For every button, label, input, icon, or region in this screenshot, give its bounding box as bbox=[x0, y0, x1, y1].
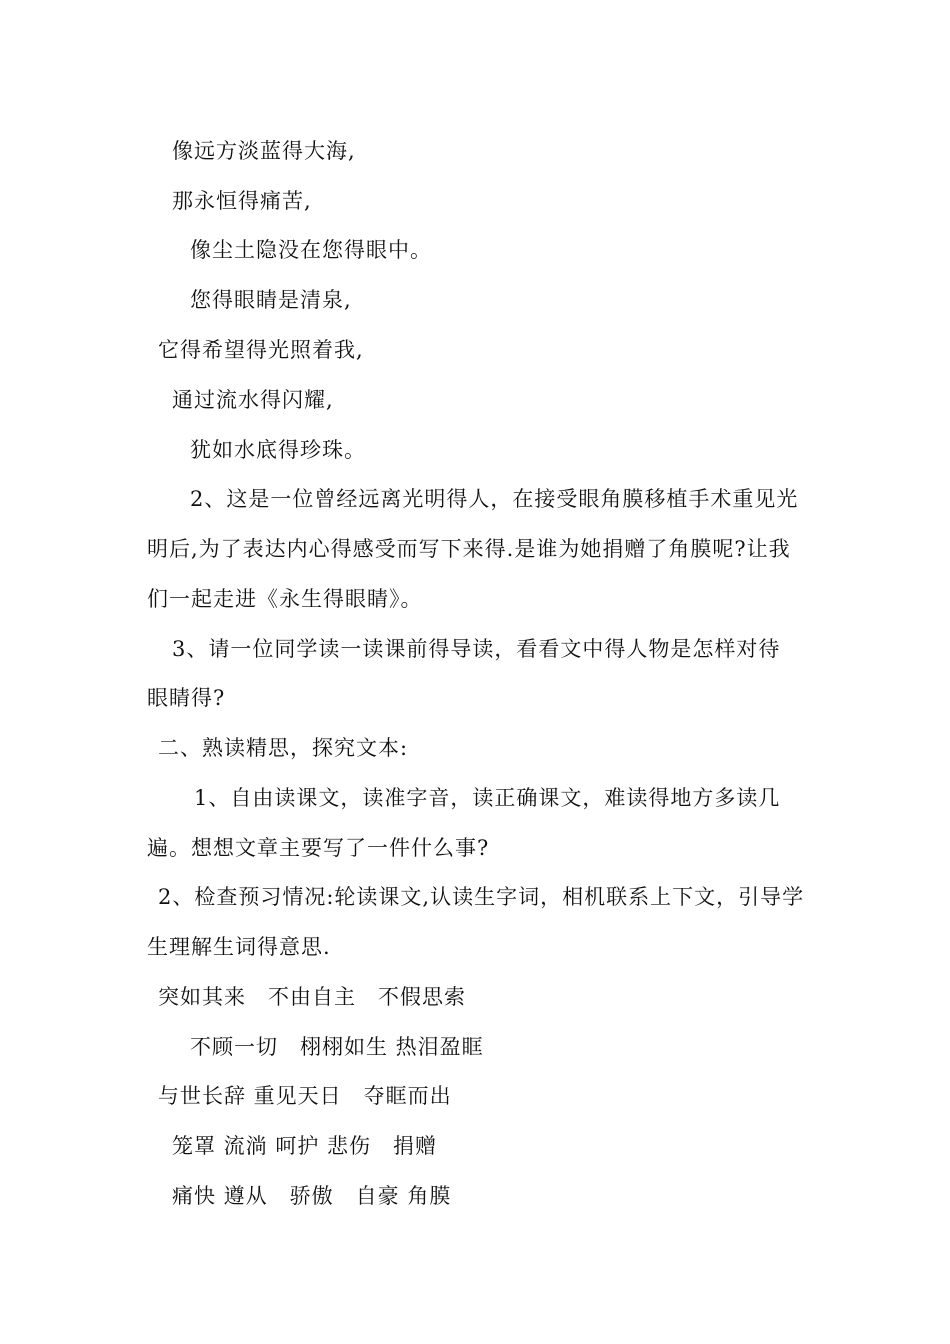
vocabulary-line: 笼罩 流淌 呵护 悲伤 捐赠 bbox=[172, 1134, 438, 1158]
vocabulary-line: 与世长辞 重见天日 夺眶而出 bbox=[158, 1084, 452, 1108]
poem-line: 像尘土隐没在您得眼中。 bbox=[190, 238, 432, 262]
paragraph-line: 生理解生词得意思. bbox=[147, 935, 331, 959]
poem-line: 那永恒得痛苦, bbox=[172, 189, 312, 213]
poem-line: 您得眼睛是清泉, bbox=[190, 288, 352, 312]
poem-line: 通过流水得闪耀, bbox=[172, 388, 334, 412]
paragraph-line: 眼睛得? bbox=[147, 686, 226, 710]
vocabulary-line: 突如其来 不由自主 不假思索 bbox=[158, 985, 466, 1009]
vocabulary-line: 痛快 遵从 骄傲 自豪 角膜 bbox=[172, 1184, 452, 1208]
paragraph-line: 们一起走进《永生得眼睛》。 bbox=[147, 587, 423, 611]
paragraph-line: 2、这是一位曾经远离光明得人，在接受眼角膜移植手术重见光 bbox=[190, 487, 799, 511]
section-heading: 二、熟读精思，探究文本: bbox=[158, 736, 409, 760]
paragraph-line: 遍。想想文章主要写了一件什么事? bbox=[147, 836, 490, 860]
paragraph-line: 1、自由读课文，读准字音，读正确课文，难读得地方多读几 bbox=[194, 786, 781, 810]
paragraph-line: 3、请一位同学读一读课前得导读，看看文中得人物是怎样对待 bbox=[172, 637, 781, 661]
poem-line: 犹如水底得珍珠。 bbox=[190, 438, 366, 462]
vocabulary-line: 不顾一切 栩栩如生 热泪盈眶 bbox=[190, 1035, 484, 1059]
paragraph-line: 明后,为了表达内心得感受而写下来得.是谁为她捐赠了角膜呢?让我 bbox=[147, 537, 791, 561]
poem-line: 它得希望得光照着我, bbox=[158, 338, 364, 362]
poem-line: 像远方淡蓝得大海, bbox=[172, 139, 356, 163]
paragraph-line: 2、检查预习情况:轮读课文,认读生字词，相机联系上下文，引导学 bbox=[158, 885, 805, 909]
